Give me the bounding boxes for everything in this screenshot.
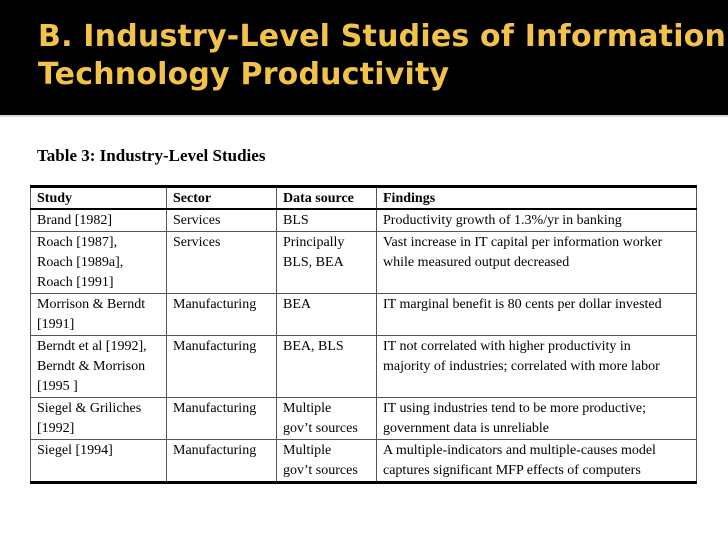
- cell-data-source: [277, 294, 377, 336]
- cell-study: [31, 398, 167, 440]
- cell-findings-line: majority of industries; correlated with more labor: [383, 359, 660, 374]
- cell-data-source-line: Multiple: [283, 443, 332, 458]
- slide-title-line-1: B. Industry-Level Studies of Information: [38, 19, 727, 54]
- cell-findings-line: IT using industries tend to be more productive;: [383, 401, 646, 416]
- header-study: Study: [31, 187, 167, 210]
- cell-findings-line: Vast increase in IT capital per information worker: [383, 235, 663, 250]
- cell-data-source-line: gov’t sources: [283, 463, 358, 478]
- table-row: [31, 398, 697, 440]
- cell-findings-line: IT not correlated with higher productivity in: [383, 339, 631, 354]
- cell-study-line: Roach [1991]: [37, 275, 114, 290]
- table-header-row: [31, 187, 697, 210]
- cell-data-source: [277, 440, 377, 483]
- cell-data-source-line: BLS, BEA: [283, 255, 344, 270]
- cell-study-line: Roach [1989a],: [37, 255, 124, 270]
- cell-findings-line: IT marginal benefit is 80 cents per dollar invested: [383, 297, 662, 312]
- cell-study-line: Brand [1982]: [37, 213, 113, 228]
- cell-study-line: [1991]: [37, 317, 75, 332]
- cell-study-line: Morrison & Berndt: [37, 297, 146, 312]
- cell-data-source: [277, 398, 377, 440]
- cell-study: [31, 209, 167, 232]
- title-banner: [0, 0, 728, 115]
- cell-study: [31, 294, 167, 336]
- table-row: [31, 232, 697, 294]
- cell-study-line: Siegel & Griliches: [37, 401, 142, 416]
- cell-findings: [377, 232, 697, 294]
- cell-data-source-line: BEA: [283, 297, 311, 312]
- cell-sector: [167, 209, 277, 232]
- cell-data-source-line: gov’t sources: [283, 421, 358, 436]
- cell-findings: [377, 209, 697, 232]
- slide-title: [38, 18, 727, 94]
- cell-findings-line: Productivity growth of 1.3%/yr in banking: [383, 213, 622, 228]
- cell-sector: [167, 294, 277, 336]
- header-data-source: Data source: [277, 187, 377, 210]
- cell-study-line: [1995 ]: [37, 379, 78, 394]
- cell-findings-line: while measured output decreased: [383, 255, 570, 270]
- cell-data-source-line: BLS: [283, 213, 309, 228]
- cell-sector-line: Manufacturing: [173, 297, 257, 312]
- table-caption: Table 3: Industry-Level Studies: [37, 146, 266, 165]
- cell-sector-line: Manufacturing: [173, 401, 257, 416]
- cell-study-line: Berndt & Morrison: [37, 359, 146, 374]
- cell-sector-line: Services: [173, 235, 221, 250]
- table-body: [31, 209, 697, 483]
- cell-findings: [377, 398, 697, 440]
- cell-findings: [377, 336, 697, 398]
- slide-title-line-2: Technology Productivity: [38, 57, 450, 92]
- banner-divider: [0, 115, 728, 117]
- table-row: [31, 209, 697, 232]
- cell-data-source-line: BEA, BLS: [283, 339, 344, 354]
- cell-sector: [167, 232, 277, 294]
- cell-data-source: [277, 209, 377, 232]
- cell-study-line: Siegel [1994]: [37, 443, 113, 458]
- cell-findings: [377, 294, 697, 336]
- table-row: [31, 294, 697, 336]
- cell-findings-line: government data is unreliable: [383, 421, 549, 436]
- cell-data-source-line: Principally: [283, 235, 345, 250]
- table-row: [31, 336, 697, 398]
- cell-sector-line: Manufacturing: [173, 339, 257, 354]
- cell-sector-line: Manufacturing: [173, 443, 257, 458]
- cell-study: [31, 336, 167, 398]
- cell-data-source: [277, 336, 377, 398]
- cell-study: [31, 232, 167, 294]
- studies-table: [30, 185, 697, 484]
- header-findings: Findings: [377, 187, 697, 210]
- cell-study-line: Berndt et al [1992],: [37, 339, 147, 354]
- cell-sector: [167, 440, 277, 483]
- cell-sector: [167, 336, 277, 398]
- header-sector: Sector: [167, 187, 277, 210]
- cell-findings-line: A multiple-indicators and multiple-causes model: [383, 443, 656, 458]
- cell-findings-line: captures significant MFP effects of computers: [383, 463, 641, 478]
- cell-sector-line: Services: [173, 213, 221, 228]
- cell-sector: [167, 398, 277, 440]
- cell-data-source-line: Multiple: [283, 401, 332, 416]
- cell-data-source: [277, 232, 377, 294]
- table-row: [31, 440, 697, 483]
- cell-study-line: [1992]: [37, 421, 75, 436]
- cell-study: [31, 440, 167, 483]
- cell-findings: [377, 440, 697, 483]
- cell-study-line: Roach [1987],: [37, 235, 118, 250]
